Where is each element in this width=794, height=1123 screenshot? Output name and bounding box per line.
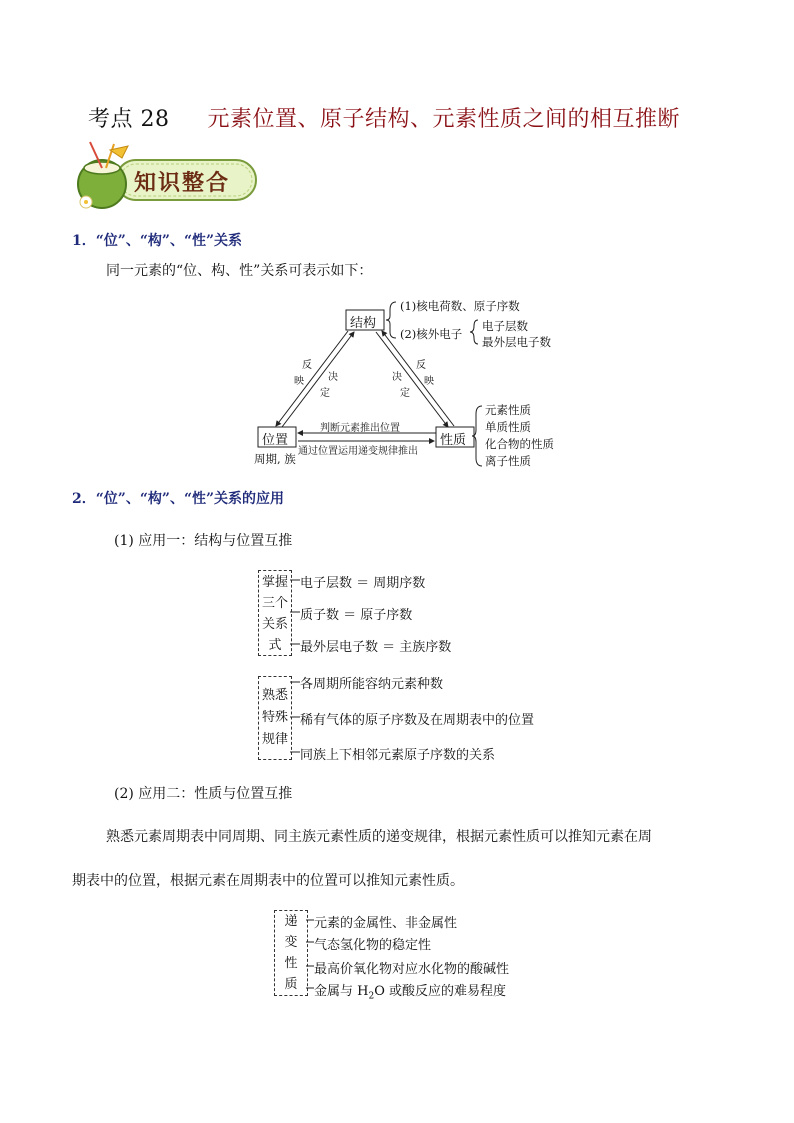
page-title xyxy=(88,102,680,133)
group1-label-box xyxy=(258,570,292,656)
right-outer-2: 映 xyxy=(424,376,434,387)
app2-paragraph-line2: 期表中的位置，根据元素在周期表中的位置可以推知元素性质。 xyxy=(72,873,464,889)
left-outer-2: 映 xyxy=(294,376,304,387)
left-outer-1: 反 xyxy=(302,360,312,371)
group3-item-4 xyxy=(314,980,506,1002)
group3-label-box xyxy=(274,910,308,996)
structure-box: 结构 xyxy=(350,316,377,331)
arrow-top-label: 判断元素推出位置 xyxy=(320,423,400,434)
arrow-bottom-label: 通过位置运用递变规律推出 xyxy=(298,446,418,457)
app2-paragraph-line1: 熟悉元素周期表中同周期、同主族元素性质的递变规律，根据元素性质可以推知元素在周 xyxy=(106,829,652,845)
group2-label-box xyxy=(258,676,292,760)
group1-item-2: 质子数 ＝ 原子序数 xyxy=(300,608,413,623)
section1-intro: 同一元素的“位、构、性”关系可表示如下： xyxy=(106,263,373,279)
title-text: 元素位置、原子结构、元素性质之间的相互推断 xyxy=(207,107,681,132)
property-box: 性质 xyxy=(440,433,467,448)
group1-label-4: 式 xyxy=(268,638,282,653)
group1-label-2: 三个 xyxy=(261,596,288,611)
group3-label-1: 递 xyxy=(284,914,298,929)
group1-label-3: 关系 xyxy=(261,617,288,632)
electron-item-2: 最外层电子数 xyxy=(482,335,551,349)
badge-label: 知识整合 xyxy=(134,171,231,196)
group2-item-3: 同族上下相邻元素原子序数的关系 xyxy=(300,748,496,763)
group3-item-4-sub: 2 xyxy=(368,991,375,1002)
right-inner-2: 定 xyxy=(400,388,410,399)
group3-item-1: 元素的金属性、非金属性 xyxy=(314,916,458,931)
group3-item-2: 气态氢化物的稳定性 xyxy=(314,938,432,953)
structure-item-1: (1)核电荷数、原子序数 xyxy=(400,299,520,313)
left-inner-2: 定 xyxy=(320,388,330,399)
right-outer-1: 反 xyxy=(416,360,426,371)
relationship-diagram xyxy=(250,296,570,471)
knowledge-badge xyxy=(72,140,262,210)
section2-heading: 2．“位”、“构”、“性”关系的应用 xyxy=(72,491,285,507)
position-sub: 周期, 族 xyxy=(254,452,296,466)
title-number: 考点 28 xyxy=(88,107,170,132)
right-inner-1: 决 xyxy=(392,372,402,383)
group3-label-2: 变 xyxy=(284,935,298,950)
group2-label-2: 特殊 xyxy=(261,710,288,725)
property-item-4: 离子性质 xyxy=(485,454,531,468)
left-inner-1: 决 xyxy=(328,372,338,383)
group1-item-1: 电子层数 ＝ 周期序数 xyxy=(300,576,426,591)
group3-label-4: 质 xyxy=(284,977,298,992)
group3-item-4-prefix: 金属与 H xyxy=(314,984,369,999)
section1-heading: 1．“位”、“构”、“性”关系 xyxy=(72,233,243,249)
group2-item-2: 稀有气体的原子序数及在周期表中的位置 xyxy=(300,713,535,728)
structure-item-2: (2)核外电子 xyxy=(400,327,463,341)
app2-label: (2) 应用二：性质与位置互推 xyxy=(114,786,293,802)
property-item-3: 化合物的性质 xyxy=(485,437,554,451)
group3-item-4-suffix: O 或酸反应的难易程度 xyxy=(374,984,507,999)
property-item-1: 元素性质 xyxy=(485,403,531,417)
group3-label-3: 性 xyxy=(284,956,298,971)
position-box: 位置 xyxy=(262,433,289,448)
group1-label-1: 掌握 xyxy=(261,575,288,590)
app1-label: (1) 应用一：结构与位置互推 xyxy=(114,533,293,549)
property-item-2: 单质性质 xyxy=(485,420,531,434)
electron-item-1: 电子层数 xyxy=(482,319,528,333)
group2-item-1: 各周期所能容纳元素种数 xyxy=(300,677,444,692)
group3-item-3: 最高价氧化物对应水化物的酸碱性 xyxy=(314,962,510,977)
group1-item-3: 最外层电子数 ＝ 主族序数 xyxy=(300,640,452,655)
group2-label-1: 熟悉 xyxy=(261,688,288,703)
group2-label-3: 规律 xyxy=(261,732,288,747)
